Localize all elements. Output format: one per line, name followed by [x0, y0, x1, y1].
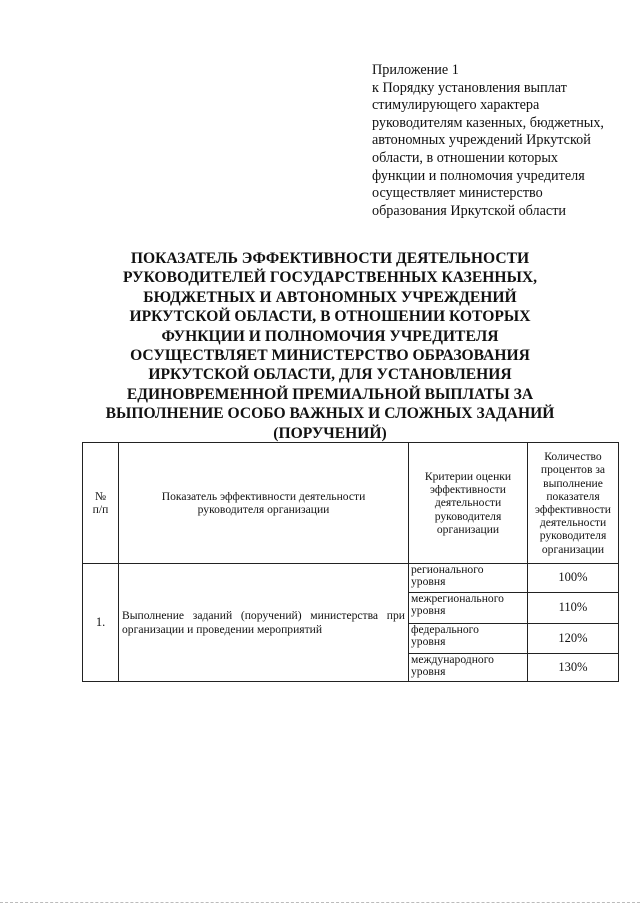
header-criteria-line: организации [436, 522, 500, 536]
appendix-line: автономных учреждений Иркутской [372, 132, 591, 149]
header-criteria-line: руководителя [434, 509, 502, 523]
title-line: ОСУЩЕСТВЛЯЕТ МИНИСТЕРСТВО ОБРАЗОВАНИЯ [130, 347, 530, 365]
appendix-block [372, 62, 634, 220]
header-percent-line: руководителя [539, 529, 607, 543]
appendix-line: к Порядку установления выплат [372, 79, 567, 96]
table-row [83, 564, 619, 593]
header-criteria-line: Критерии оценки [424, 469, 512, 483]
header-percent-line: выполнение [543, 476, 603, 490]
percent-regional: 100% [528, 564, 619, 593]
title-line: ЕДИНОВРЕМЕННОЙ ПРЕМИАЛЬНОЙ ВЫПЛАТЫ ЗА [126, 385, 534, 403]
header-num-line: п/п [92, 503, 109, 516]
header-num [83, 443, 119, 564]
criteria-international [409, 654, 528, 682]
appendix-line: образования Иркутской области [372, 202, 567, 219]
criteria-federal [409, 624, 528, 654]
title-line: ПОКАЗАТЕЛЬ ЭФФЕКТИВНОСТИ ДЕЯТЕЛЬНОСТИ [130, 250, 530, 267]
title-line: ФУНКЦИИ И ПОЛНОМОЧИЯ УЧРЕДИТЕЛЯ [161, 327, 499, 345]
header-percent-line: показателя [546, 489, 600, 503]
document-title [60, 249, 600, 443]
percent-interregional: 110% [528, 593, 619, 624]
appendix-line: функции и полномочия учредителя [372, 167, 585, 184]
header-indicator-line: Показатель эффективности деятельности [161, 489, 366, 503]
criteria-line: регионального [411, 563, 484, 576]
row-indicator: Выполнение заданий (поручений) министерства при организации и проведении мероприятий [119, 564, 409, 682]
criteria-regional [409, 564, 528, 593]
title-line: (ПОРУЧЕНИЙ) [273, 424, 387, 442]
title-line: РУКОВОДИТЕЛЕЙ ГОСУДАРСТВЕННЫХ КАЗЕННЫХ, [122, 269, 538, 287]
table-header-row [83, 443, 619, 564]
header-percent-line: деятельности [539, 516, 607, 530]
title-line: ИРКУТСКОЙ ОБЛАСТИ, ДЛЯ УСТАНОВЛЕНИЯ [148, 366, 512, 384]
criteria-line: уровня [411, 635, 446, 649]
criteria-line: федерального [411, 623, 479, 636]
header-num-line: № [94, 489, 107, 503]
indicators-table [82, 442, 619, 682]
header-percent-line: эффективности [535, 503, 611, 516]
header-percent [528, 443, 619, 564]
criteria-line: уровня [411, 575, 446, 589]
percent-federal: 120% [528, 624, 619, 654]
criteria-line: уровня [411, 665, 446, 679]
header-indicator [119, 443, 409, 564]
header-criteria-line: эффективности [430, 483, 506, 497]
title-line: ВЫПОЛНЕНИЕ ОСОБО ВАЖНЫХ И СЛОЖНЫХ ЗАДАНИЙ [105, 405, 555, 423]
row-number: 1. [83, 564, 119, 682]
appendix-line: осуществляет министерство [372, 185, 543, 202]
title-line: ИРКУТСКОЙ ОБЛАСТИ, В ОТНОШЕНИИ КОТОРЫХ [129, 308, 531, 326]
percent-international: 130% [528, 654, 619, 682]
criteria-interregional [409, 593, 528, 624]
header-percent-line: процентов за [540, 463, 606, 477]
criteria-line: международного [411, 653, 494, 666]
header-criteria-line: деятельности [434, 496, 502, 510]
criteria-line: уровня [411, 604, 446, 618]
header-indicator-line: руководителя организации [197, 503, 330, 516]
header-criteria [409, 443, 528, 564]
title-line: БЮДЖЕТНЫХ И АВТОНОМНЫХ УЧРЕЖДЕНИЙ [143, 288, 517, 306]
appendix-line: области, в отношении которых [372, 149, 559, 166]
appendix-line: стимулирующего характера [372, 97, 540, 114]
header-percent-line: Количество [544, 450, 602, 464]
criteria-line: межрегионального [411, 592, 504, 605]
appendix-line: руководителям казенных, бюджетных, [372, 114, 604, 131]
header-percent-line: организации [541, 542, 605, 556]
appendix-line: Приложение 1 [372, 62, 459, 78]
